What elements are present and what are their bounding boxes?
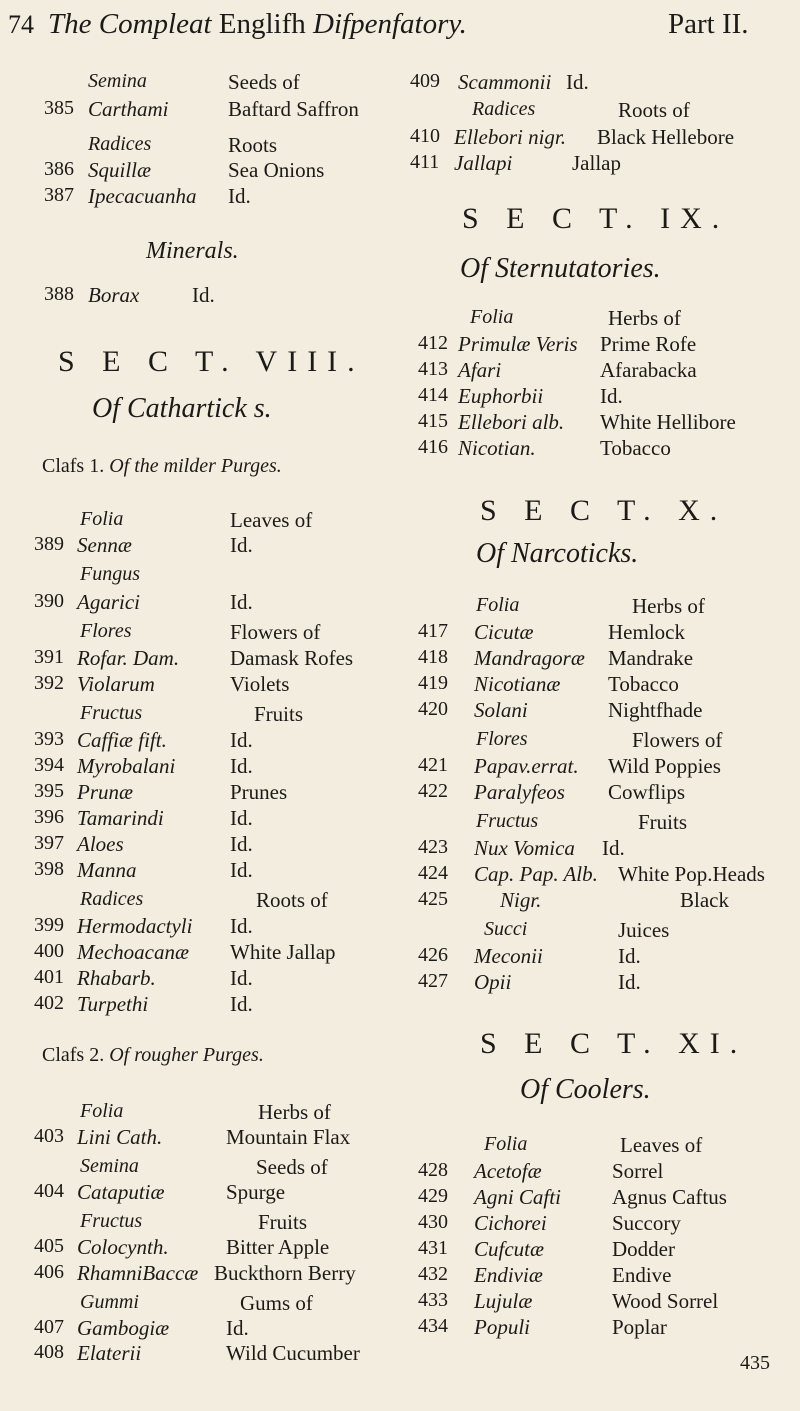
header-title-part1: The Compleat [48,8,212,40]
section-heading: S E C T. XI. [480,1027,748,1060]
section-heading: S E C T. VIII. [58,345,365,378]
header-title-part3: Difpenfatory. [313,8,467,40]
minerals-heading: Minerals. [146,238,239,264]
section-title: Of Cathartick s. [92,393,272,424]
class-heading: Clafs 1. Of the milder Purges. [42,455,282,477]
page-number: 74 [8,10,34,39]
header-title-part2: Englifh [211,8,314,40]
header-part: Part II. [668,8,749,40]
catchword: 435 [740,1352,770,1374]
class-heading: Clafs 2. Of rougher Purges. [42,1044,264,1066]
section-title: Of Coolers. [520,1074,651,1105]
section-title: Of Narcoticks. [476,538,639,569]
section-title: Of Sternutatories. [460,253,661,284]
running-header [8,8,467,41]
section-heading: S E C T. X. [480,494,728,527]
section-heading: S E C T. IX. [462,202,730,235]
